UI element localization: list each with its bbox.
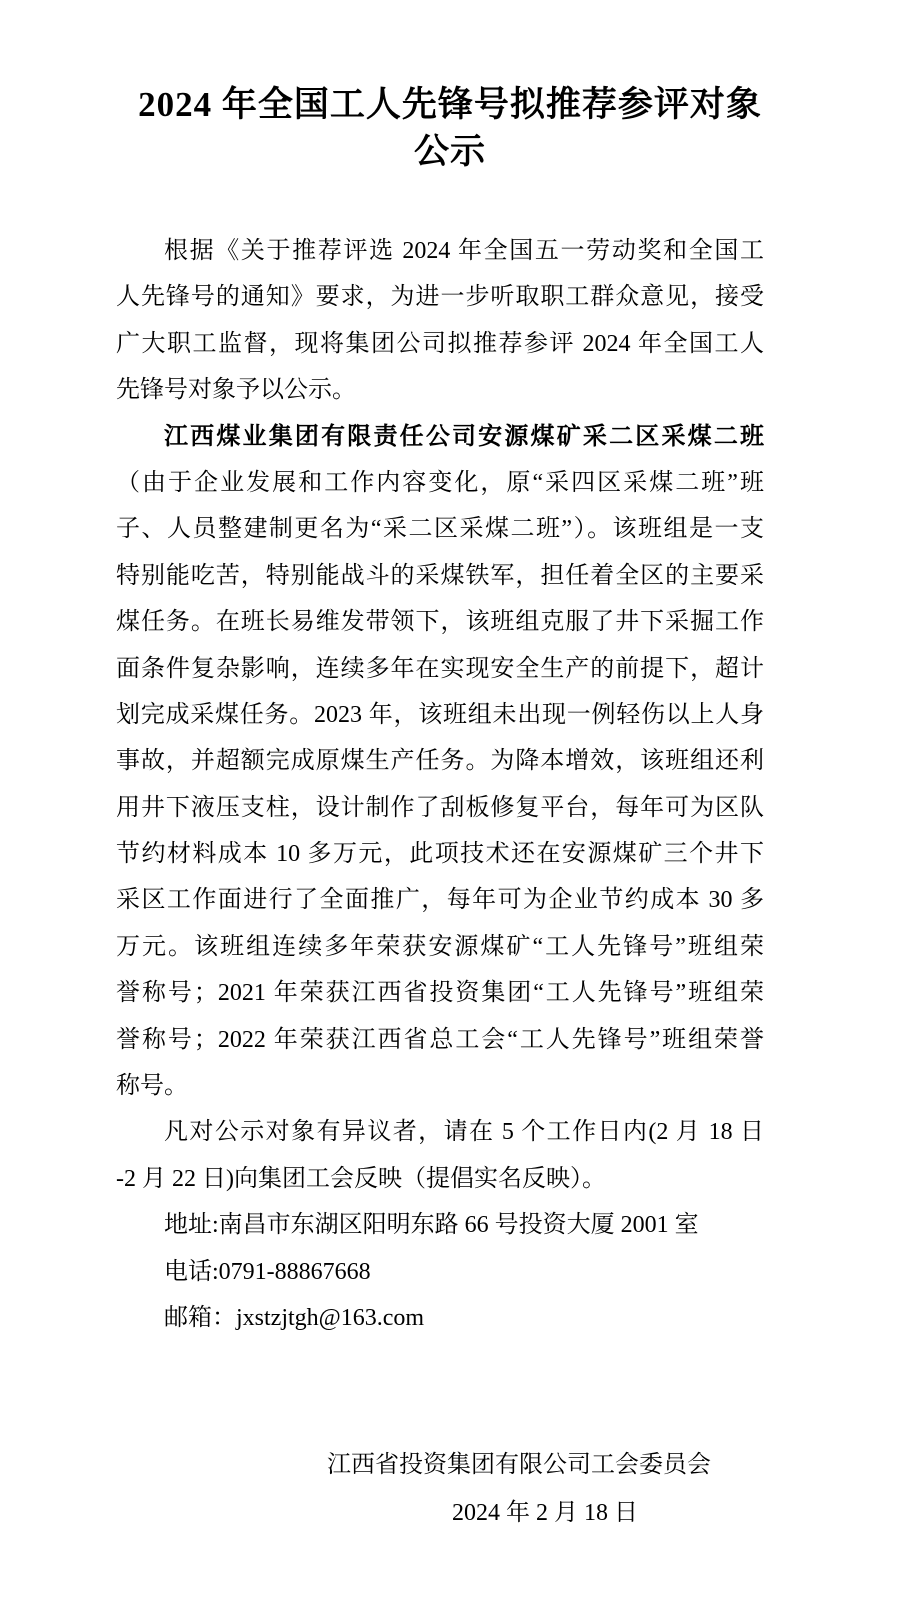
body-line: 划完成采煤任务。2023 年，该班组未出现一例轻伤以上人身 [116, 701, 764, 728]
body-line: 面条件复杂影响，连续多年在实现安全生产的前提下，超计 [116, 655, 764, 682]
body-line: -2 月 22 日)向集团工会反映（提倡实名反映）。 [116, 1165, 606, 1192]
body-line: 地址:南昌市东湖区阳明东路 66 号投资大厦 2001 室 [164, 1212, 699, 1239]
body-line: 誉称号；2021 年荣获江西省投资集团“工人先锋号”班组荣 [116, 980, 764, 1007]
body-line: 用井下液压支柱，设计制作了刮板修复平台，每年可为区队 [116, 794, 764, 821]
body-line: 邮箱：jxstzjtgh@163.com [164, 1304, 425, 1331]
title-line-1: 2024 年全国工人先锋号拟推荐参评对象 [138, 85, 762, 124]
body-line: 煤任务。在班长易维发带领下，该班组克服了井下采掘工作 [116, 609, 764, 636]
signature-organization: 江西省投资集团有限公司工会委员会 [327, 1452, 711, 1478]
signature-date: 2024 年 2 月 18 日 [452, 1500, 638, 1526]
body-line: 人先锋号的通知》要求，为进一步听取职工群众意见，接受 [116, 284, 764, 311]
body-line: 誉称号；2022 年荣获江西省总工会“工人先锋号”班组荣誉 [116, 1026, 764, 1053]
body-line: 特别能吃苦，特别能战斗的采煤铁军，担任着全区的主要采 [116, 562, 764, 589]
body-line: 先锋号对象予以公示。 [116, 377, 356, 404]
body-line: 广大职工监督，现将集团公司拟推荐参评 2024 年全国工人 [116, 330, 764, 357]
body-line: 电话:0791-88867668 [164, 1258, 371, 1285]
body-line: 称号。 [116, 1073, 188, 1100]
body-line: （由于企业发展和工作内容变化，原“采四区采煤二班”班 [116, 469, 764, 496]
body-line: 事故，并超额完成原煤生产任务。为降本增效，该班组还利 [116, 748, 764, 775]
body-line: 子、人员整建制更名为“采二区采煤二班”）。该班组是一支 [116, 516, 764, 543]
body-line: 节约材料成本 10 多万元，此项技术还在安源煤矿三个井下 [116, 841, 764, 868]
body-line: 万元。该班组连续多年荣获安源煤矿“工人先锋号”班组荣 [116, 933, 764, 960]
body-line: 江西煤业集团有限责任公司安源煤矿采二区采煤二班 [164, 423, 764, 450]
body-line: 根据《关于推荐评选 2024 年全国五一劳动奖和全国工 [164, 238, 764, 264]
body-line: 采区工作面进行了全面推广，每年可为企业节约成本 30 多 [116, 887, 764, 914]
title-line-2: 公示 [413, 132, 486, 171]
document-title [0, 81, 900, 175]
document-body [116, 228, 764, 1341]
body-line: 凡对公示对象有异议者，请在 5 个工作日内(2 月 18 日 [164, 1119, 764, 1146]
